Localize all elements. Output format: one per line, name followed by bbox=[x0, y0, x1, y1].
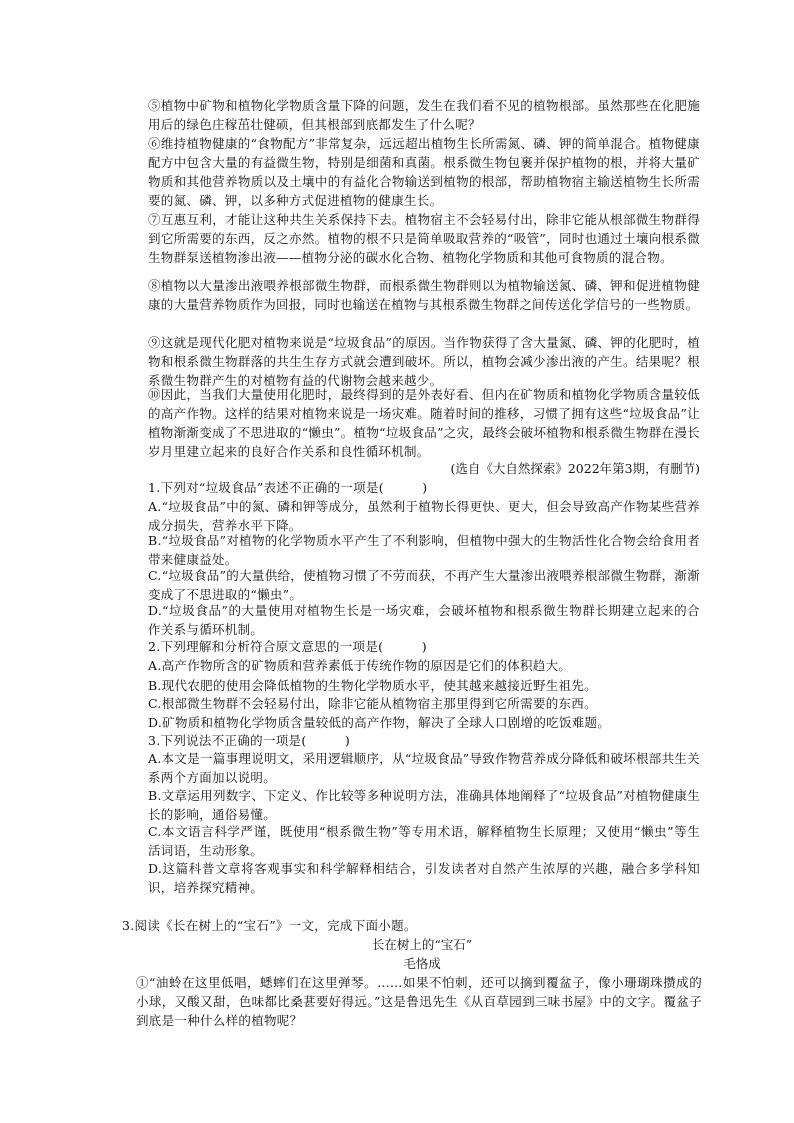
paragraph-5: ⑤植物中矿物和植物化学物质含量下降的问题，发生在我们看不见的植物根部。虽然那些在化肥施用后的绿色庄稼茁壮健硕，但其根部到底都发生了什么呢？ bbox=[148, 98, 700, 132]
question-1-option-b: B.“垃圾食品”对植物的化学物质水平产生了不利影响，但植物中强大的生物活性化合物会给食用者带来健康益处。 bbox=[148, 533, 700, 567]
paragraph-7: ⑦互惠互利，才能让这种共生关系保持下去。植物宿主不会轻易付出，除非它能从根部微生物群得到它所需要的东西，反之亦然。植物的根不只是简单吸取营养的“吸管”，同时也通过土壤向根系微生物群泵送植物渗出液——植物分泌的碳水化合物、植物化学物质和其他可食物质的混合物。 bbox=[148, 212, 700, 265]
question-1-option-c: C.“垃圾食品”的大量供给，使植物习惯了不劳而获，不再产生大量渗出液喂养根部微生物群，渐渐变成了不思进取的“懒虫”。 bbox=[148, 568, 700, 602]
paragraph-8: ⑧植物以大量渗出液喂养根部微生物群，而根系微生物群则以为植物输送氮、磷、钾和促进植物健康的大量营养物质作为回报，同时也输送在植物与其根系微生物群之间传送化学信号的一些物质。 bbox=[148, 278, 700, 312]
source-citation: (选自《大自然探索》2022年第3期，有删节) bbox=[450, 461, 700, 476]
paragraph-9: ⑨这就是现代化肥对植物来说是“垃圾食品”的原因。当作物获得了含大量氮、磷、钾的化肥时，植物和根系微生物群落的共生生存方式就会遭到破坏。所以，植物会减少渗出液的产生。结果呢？根系微生物群产生的对植物有益的代谢物会越来越少。 bbox=[148, 335, 700, 388]
question-2-option-a: A.高产作物所含的矿物质和营养素低于传统作物的原因是它们的体积趋大。 bbox=[148, 658, 572, 673]
question-3-option-a: A.本文是一篇事理说明文，采用逻辑顺序，从“垃圾食品”导致作物营养成分降低和破坏根部共生关系两个方面加以说明。 bbox=[148, 751, 700, 785]
question-2-option-b: B.现代农肥的使用会降低植物的生物化学物质水平，使其越来越接近野生祖先。 bbox=[148, 678, 597, 693]
question-1-option-d: D.“垃圾食品”的大量使用对植物生长是一场灾难，会破坏植物和根系微生物群长期建立起来的合作关系与循环机制。 bbox=[148, 603, 700, 637]
question-1-stem: 1.下列对“垃圾食品”表述不正确的一项是( ) bbox=[148, 480, 428, 495]
article-paragraph-1: ①“油蛉在这里低唱，蟋蟀们在这里弹琴。……如果不怕刺，还可以摘到覆盆子，像小珊瑚珠攒成的小球，又酸又甜，色味都比桑葚要好得远。”这是鲁迅先生《从百草园到三味书屋》中的文字。覆盆子到底是一种什么样的植物呢？ bbox=[136, 975, 702, 1028]
question-3-option-d: D.这篇科普文章将客观事实和科学解释相结合，引发读者对自然产生浓厚的兴趣，融合多学科知识，培养探究精神。 bbox=[148, 861, 700, 895]
question-2-option-c: C.根部微生物群不会轻易付出，除非它能从植物宿主那里得到它所需要的东西。 bbox=[148, 696, 597, 711]
paragraph-10: ⑩因此，当我们大量使用化肥时，最终得到的是外表好看、但内在矿物质和植物化学物质含量较低的高产作物。这样的结果对植物来说是一场灾难。随着时间的推移，习惯了拥有这些“垃圾食品”让植物渐渐变成了不思进取的“懒虫”。植物“垃圾食品”之灾，最终会破坏植物和根系微生物群在漫长岁月里建立起来的良好合作关系和良性循环机制。 bbox=[148, 387, 700, 459]
question-2-stem: 2.下列理解和分析符合原文意思的一项是( ) bbox=[148, 639, 427, 654]
question-3-option-c: C.本文语言科学严谨，既使用“根系微生物”等专用术语，解释植物生长原理；又使用“懒虫”等生活词语，生动形象。 bbox=[148, 824, 700, 858]
paragraph-6: ⑥维持植物健康的“食物配方”非常复杂，远远超出植物生长所需氮、磷、钾的简单混合。植物健康配方中包含大量的有益微生物，特别是细菌和真菌。根系微生物包裹并保护植物的根，并将大量矿物质和其他营养物质以及土壤中的有益化合物输送到植物的根部，帮助植物宿主输送植物生长所需要的氮、磷、钾，以多种方式促进植物的健康生长。 bbox=[148, 136, 700, 208]
question-3-option-b: B.文章运用列数字、下定义、作比较等多种说明方法，准确具体地阐释了“垃圾食品”对植物健康生长的影响，通俗易懂。 bbox=[148, 788, 700, 822]
article-title: 长在树上的“宝石” bbox=[371, 937, 473, 952]
question-2-option-d: D.矿物质和植物化学物质含量较低的高产作物，解决了全球人口剧增的吃饭难题。 bbox=[148, 715, 611, 730]
article-author: 毛恪成 bbox=[403, 956, 441, 971]
question-3-stem: 3.下列说法不正确的一项是( ) bbox=[148, 733, 351, 748]
question-1-option-a: A.“垃圾食品”中的氮、磷和钾等成分，虽然利于植物长得更快、更大，但会导致高产作物某些营养成分损失，营养水平下降。 bbox=[148, 499, 700, 533]
section-3-intro: 3.阅读《长在树上的“宝石”》一文，完成下面小题。 bbox=[122, 918, 417, 933]
